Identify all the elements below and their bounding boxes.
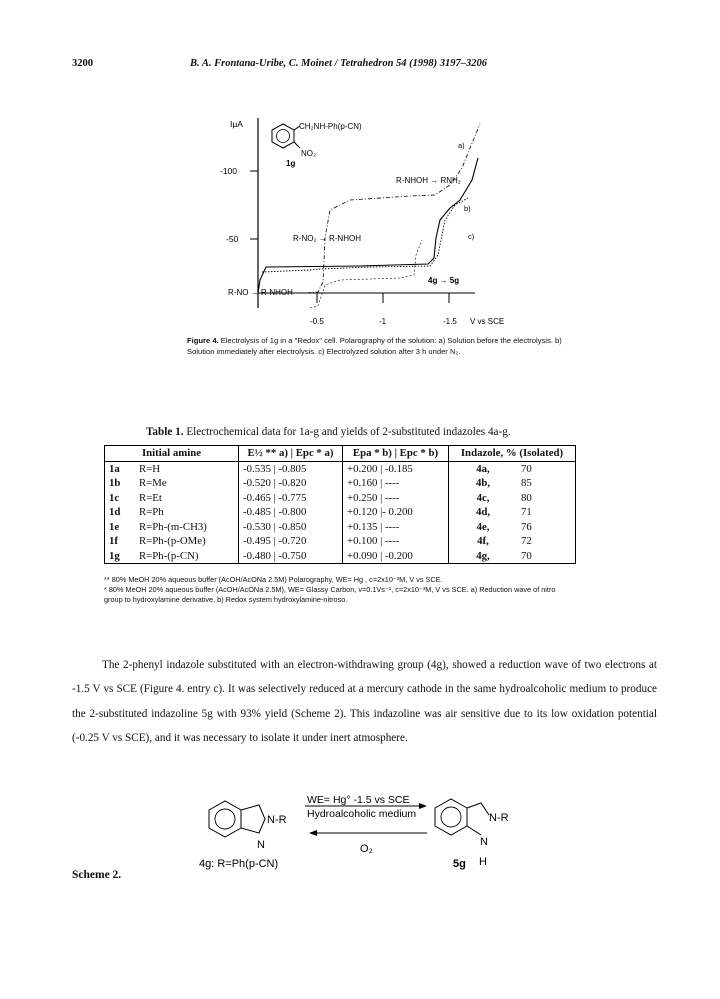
left-n-label: N [257, 839, 265, 851]
header-indazole: Indazole, % (Isolated) [449, 446, 576, 462]
right-n-label: N [480, 836, 488, 848]
substituent-label: CH₂NH-Ph(p-CN) [299, 122, 362, 131]
cell-indazole: 4a, [449, 461, 518, 476]
cell-indazole: 4c, [449, 491, 518, 506]
right-compound-label: 5g [453, 858, 466, 870]
cell-yield: 70 [517, 461, 575, 476]
curve-label-c: c) [468, 232, 475, 241]
wave-label-bottom: R-NO → R-NHOH [228, 288, 293, 297]
right-h-label: H [479, 856, 487, 868]
cell-epa: +0.090 | -0.200 [343, 549, 449, 564]
page-header [72, 58, 660, 74]
right-nr-label: N-R [489, 812, 509, 824]
arrow-bottom-label: O₂ [360, 843, 373, 855]
cell-yield: 80 [517, 491, 575, 506]
y-tick-label-100: -100 [220, 166, 238, 176]
indazole-4g-structure [209, 801, 265, 837]
cell-amine: R=Me [139, 477, 167, 490]
table-1 [104, 445, 576, 564]
scheme-2-label: Scheme 2. [72, 869, 122, 881]
cell-e-half: -0.495 | -0.720 [239, 534, 343, 549]
curve-a [262, 124, 480, 293]
cell-code: 1e [105, 520, 136, 535]
footnote-2: * 80% MeOH 20% aqueous buffer (AcOH/AcONa 2.5M), WE= Glassy Carbon, v=0.1Vs⁻¹, c=2x10⁻³M, V vs SCE. a) Reduction wave of nitro group to hydroxylamine derivative. b) Redox system hydroxylamine-nitroso. [104, 584, 556, 604]
cell-e-half: -0.480 | -0.750 [239, 549, 343, 564]
x-tick-label-1: -1 [379, 317, 387, 326]
cell-e-half: -0.530 | -0.850 [239, 520, 343, 535]
header-initial-amine: Initial amine [105, 446, 239, 462]
cell-amine: R=Ph-(p-OMe) [139, 535, 206, 548]
cell-epa: +0.200 | -0.185 [343, 461, 449, 476]
reverse-arrowhead [309, 830, 317, 836]
compound-1g-structure [272, 124, 300, 148]
cell-yield: 71 [517, 505, 575, 520]
figure-caption-text: Electrolysis of 1g in a "Redox" cell. Polarography of the solution: a) Solution before the electrolysis. b) Solution immediately after electrolysis. c) Electrolyzed solution after 3 h under N₂. [187, 336, 562, 356]
cell-yield: 70 [517, 549, 575, 564]
curve-c-extension [310, 240, 422, 308]
y-unit-label: IμA [230, 119, 243, 129]
page-number: 3200 [72, 58, 93, 69]
cell-amine: R=Ph [139, 506, 164, 519]
left-nr-label: N-R [267, 814, 287, 826]
table-row [105, 476, 576, 491]
cell-amine: R=Ph-(m-CH3) [139, 520, 207, 533]
curve-label-b: b) [464, 204, 471, 213]
arrow-medium-label: Hydroalcoholic medium [307, 808, 417, 820]
cell-epa: +0.100 | ---- [343, 534, 449, 549]
table-row [105, 520, 576, 535]
cell-code: 1f [105, 534, 136, 549]
cell-code: 1c [105, 491, 136, 506]
cell-epa: +0.120 |- 0.200 [343, 505, 449, 520]
table-title-text: Electrochemical data for 1a-g and yields of 2-substituted indazoles 4a-g. [186, 426, 511, 438]
nitro-label: NO₂ [301, 149, 317, 158]
figure-4-caption [187, 335, 567, 357]
compound-label: 1g [286, 159, 296, 168]
cell-epa: +0.135 | ---- [343, 520, 449, 535]
arrow-top-label: WE= Hg° -1.5 vs SCE [307, 794, 410, 806]
cell-e-half: -0.535 | -0.805 [239, 461, 343, 476]
x-unit-label: V vs SCE [470, 317, 505, 326]
cell-amine: R=Et [139, 491, 162, 504]
cell-e-half: -0.465 | -0.775 [239, 491, 343, 506]
table-footnotes [104, 575, 574, 604]
running-title: B. A. Frontana-Uribe, C. Moinet / Tetrahedron 54 (1998) 3197–3206 [190, 58, 488, 69]
cell-indazole: 4d, [449, 505, 518, 520]
cell-code: 1g [105, 549, 136, 564]
header-e-half: E½ ** a) | Epc * a) [239, 446, 343, 462]
table-row [105, 505, 576, 520]
x-tick-label-05: -0.5 [310, 317, 324, 326]
cell-indazole: 4g, [449, 549, 518, 564]
wave-label-4g: 4g → 5g [428, 276, 460, 285]
table-row [105, 549, 576, 564]
figure-caption-label: Figure 4. [187, 336, 219, 345]
table-row [105, 491, 576, 506]
cell-epa: +0.160 | ---- [343, 476, 449, 491]
left-compound-label: 4g: R=Ph(p-CN) [199, 858, 279, 870]
cell-yield: 72 [517, 534, 575, 549]
forward-arrowhead [419, 803, 427, 809]
cell-yield: 85 [517, 476, 575, 491]
x-tick-label-15: -1.5 [443, 317, 457, 326]
cell-amine: R=H [139, 462, 161, 475]
header-epa: Epa * b) | Epc * b) [343, 446, 449, 462]
table-1-title [146, 426, 511, 438]
cell-amine: R=Ph-(p-CN) [135, 549, 239, 564]
cell-yield: 76 [517, 520, 575, 535]
cell-indazole: 4b, [449, 476, 518, 491]
cell-code: 1a [105, 461, 136, 476]
cell-code: 1d [105, 505, 136, 520]
cell-indazole: 4f, [449, 534, 518, 549]
table-header-row [105, 446, 576, 462]
indazoline-5g-structure [435, 799, 489, 835]
figure-4-polarogram [200, 110, 530, 332]
cell-indazole: 4e, [449, 520, 518, 535]
curve-label-a: a) [458, 141, 465, 150]
table-row [105, 534, 576, 549]
table-title-label: Table 1. [146, 426, 184, 438]
body-paragraph: The 2-phenyl indazole substituted with an electron-withdrawing group (4g), showed a reduction wave of two electrons at -1.5 V vs SCE (Figure 4. entry c). It was selectively reduced at a mercury cathode in the same hydroalcoholic medium to produce the 2-substituted indazoline 5g with 93% yield (Scheme 2). This indazoline was air sensitive due to its low oxidation potential (-0.25 V vs SCE), and it was necessary to isolate it under inert atmosphere. [72, 659, 657, 744]
table-row [105, 461, 576, 476]
cell-epa: +0.250 | ---- [343, 491, 449, 506]
y-tick-label-50: -50 [226, 234, 239, 244]
cell-e-half: -0.485 | -0.800 [239, 505, 343, 520]
scheme-2 [195, 775, 535, 875]
body-text [72, 653, 657, 750]
cell-code: 1b [105, 476, 136, 491]
wave-label-top: R-NHOH → RNH₂ [396, 176, 461, 185]
cell-e-half: -0.520 | -0.820 [239, 476, 343, 491]
footnote-1: ** 80% MeOH 20% aqueous buffer (AcOH/AcONa 2.5M) Polarography, WE= Hg , c=2x10⁻³M, V vs SCE. [104, 575, 443, 584]
wave-label-mid: R-NO₂ → R-NHOH [293, 234, 361, 243]
